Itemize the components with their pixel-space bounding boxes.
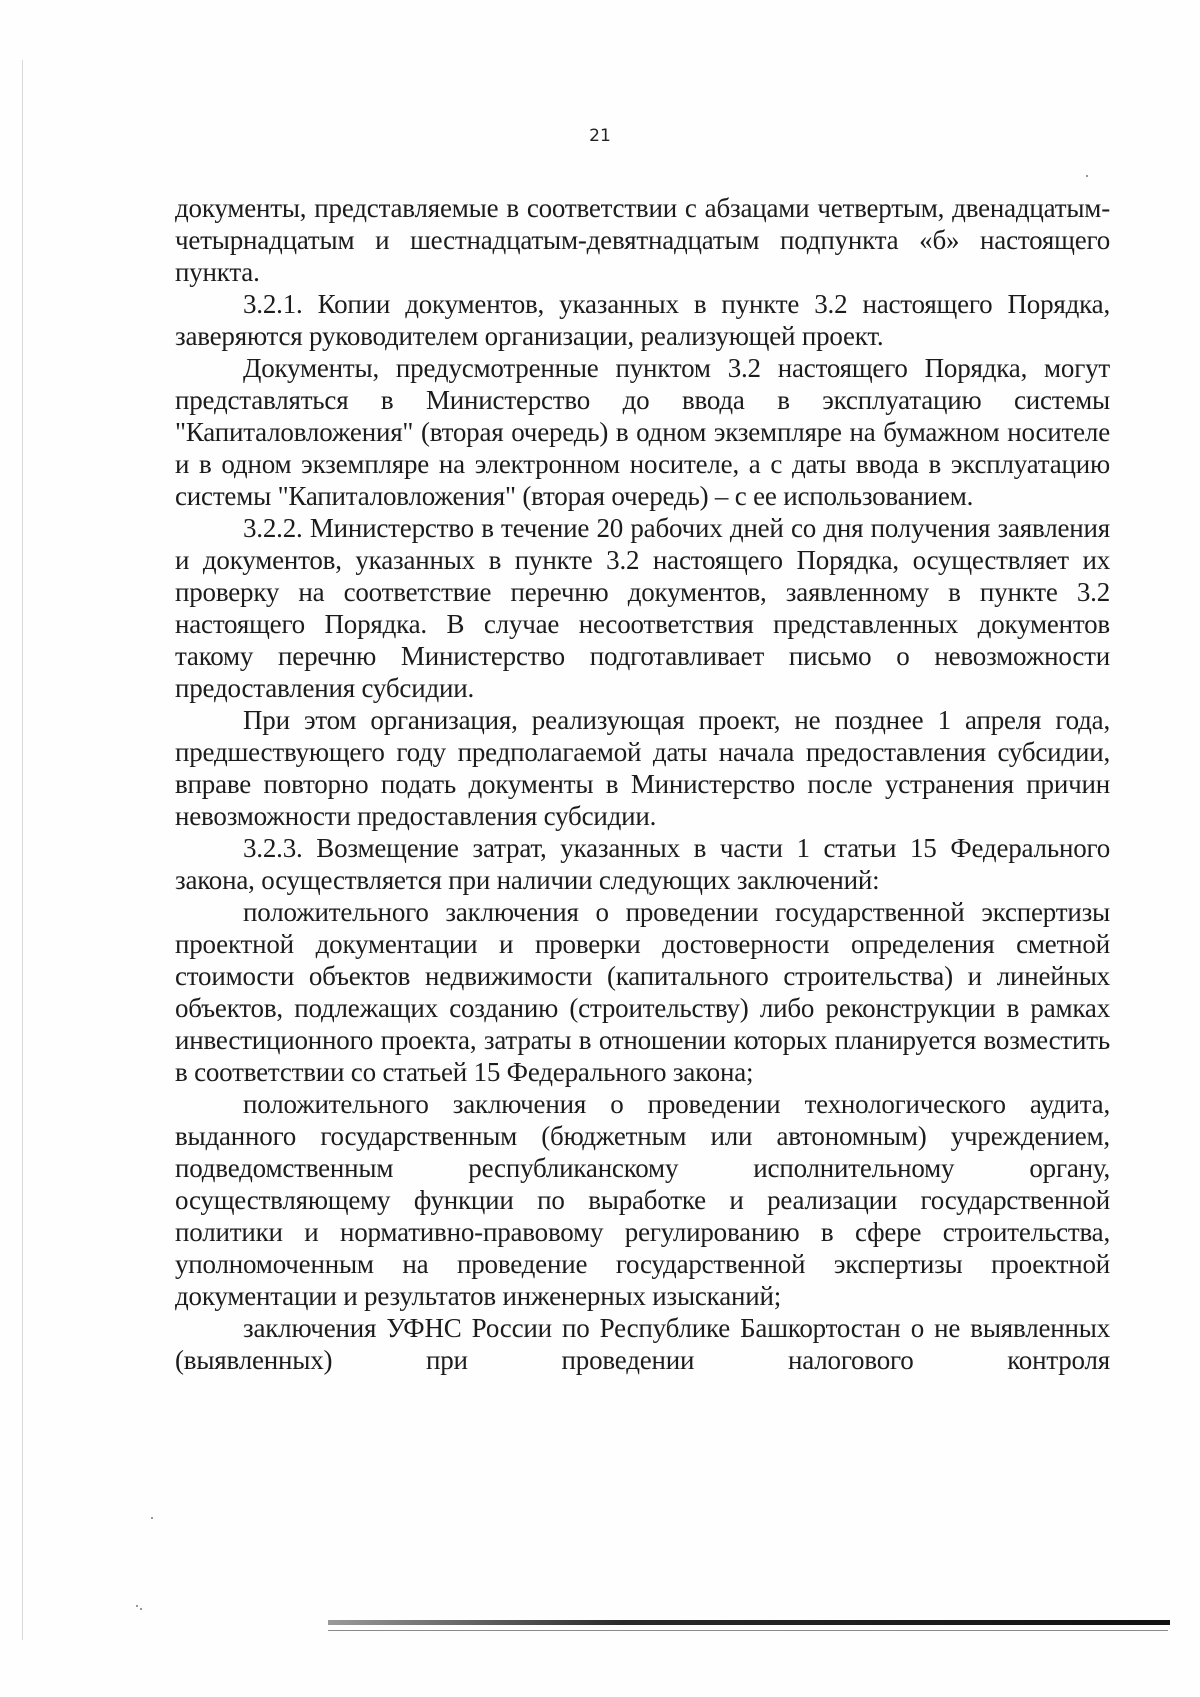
page-number: 21 [589, 126, 611, 146]
scan-speck [136, 1605, 138, 1607]
scan-edge-left [22, 60, 23, 1640]
paragraph-continuation: документы, представляемые в соответствии с абзацами четвертым, двенадцатым-четырнадцатым и шестнадцатым-девятнадцатым подпункта «б» настоящего пункта. [175, 193, 1110, 287]
bottom-border-line [328, 1620, 1170, 1625]
document-body [175, 192, 1110, 1376]
scan-speck [1086, 175, 1088, 177]
paragraph-technology-audit: положительного заключения о проведении технологического аудита, выданного государственным (бюджетным или автономным) учреждением, подведомственным республиканскому исполнительному органу, осуществляющему функции по выработке и реализации государственной политики и нормативно-правовому регулированию в сфере строительства, уполномоченным на проведение государственной экспертизы проектной документации и результатов инженерных изысканий; [175, 1089, 1110, 1311]
scan-speck [140, 1608, 142, 1610]
paragraph-state-expertise: положительного заключения о проведении государственной экспертизы проектной документации и проверки достоверности определения сметной стоимости объектов недвижимости (капитального строительства) и линейных объектов, подлежащих созданию (строительству) либо реконструкции в рамках инвестиционного проекта, затраты в отношении которых планируется возместить в соответствии со статьей 15 Федерального закона; [175, 897, 1110, 1087]
paragraph-3-2-3: 3.2.3. Возмещение затрат, указанных в части 1 статьи 15 Федерального закона, осуществляется при наличии следующих заключений: [175, 833, 1110, 895]
paragraph-tax-service: заключения УФНС России по Республике Башкортостан о не выявленных (выявленных) при проведении налогового контроля [175, 1313, 1110, 1375]
paragraph-submission-method: Документы, предусмотренные пунктом 3.2 настоящего Порядка, могут представляться в Министерство до ввода в эксплуатацию системы "Капиталовложения" (вторая очередь) в одном экземпляре на бумажном носителе и в одном экземпляре на электронном носителе, а с даты ввода в эксплуатацию системы "Капиталовложения" (вторая очередь) – с ее использованием. [175, 353, 1110, 511]
paragraph-3-2-2: 3.2.2. Министерство в течение 20 рабочих дней со дня получения заявления и документов, указанных в пункте 3.2 настоящего Порядка, осуществляет их проверку на соответствие перечню документов, заявленному в пункте 3.2 настоящего Порядка. В случае несоответствия представленных документов такому перечню Министерство подготавливает письмо о невозможности предоставления субсидии. [175, 513, 1110, 703]
scan-speck [151, 1517, 153, 1519]
paragraph-resubmission: При этом организация, реализующая проект, не позднее 1 апреля года, предшествующего году предполагаемой даты начала предоставления субсидии, вправе повторно подать документы в Министерство после устранения причин невозможности предоставления субсидии. [175, 705, 1110, 831]
bottom-border-thin-line [328, 1630, 1168, 1631]
paragraph-3-2-1: 3.2.1. Копии документов, указанных в пункте 3.2 настоящего Порядка, заверяются руководителем организации, реализующей проект. [175, 289, 1110, 351]
